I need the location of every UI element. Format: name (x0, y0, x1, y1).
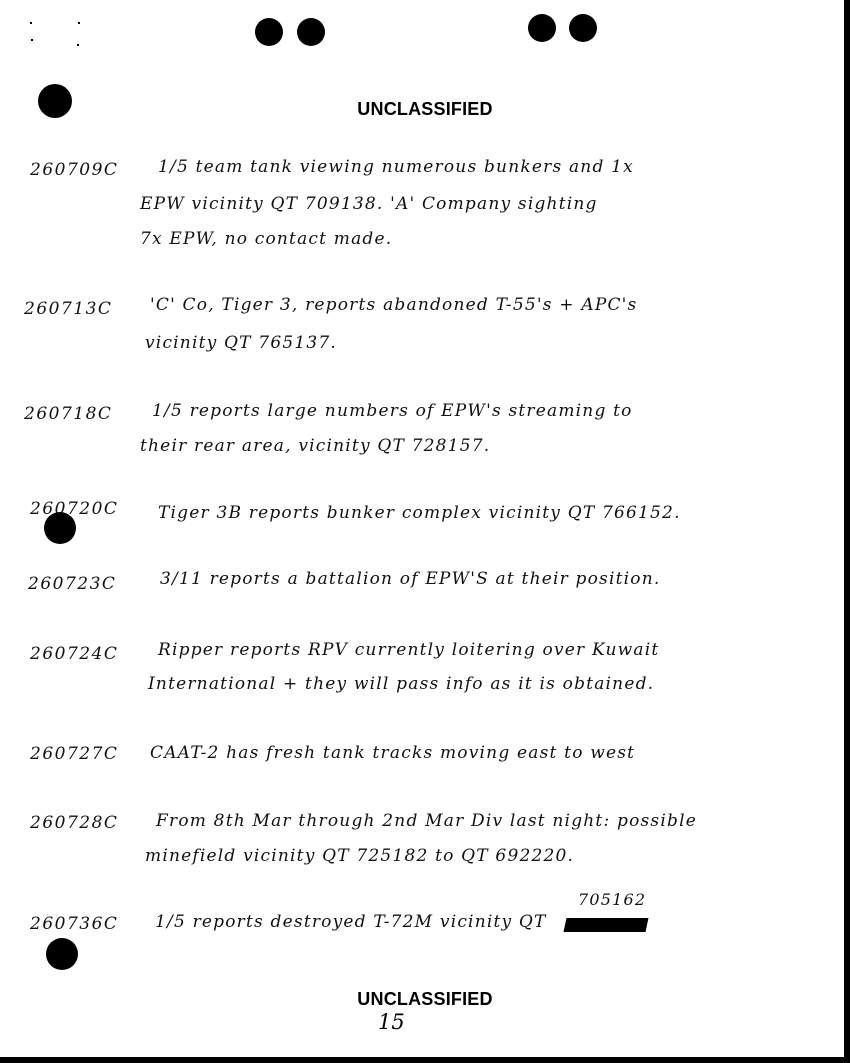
entry-line: 'C' Co, Tiger 3, reports abandoned T-55's + APC's (150, 295, 638, 315)
entry-correction: 705162 (578, 890, 647, 909)
entry-line: 7x EPW, no contact made. (140, 229, 393, 249)
punch-hole-top-4 (569, 14, 597, 42)
entry-line: 1/5 team tank viewing numerous bunkers and 1x (158, 157, 634, 177)
speck (31, 39, 33, 41)
punch-hole-left-3 (46, 938, 78, 970)
entry-time: 260728C (30, 813, 119, 833)
entry-time: 260723C (28, 574, 117, 594)
punch-hole-top-1 (255, 18, 283, 46)
entry-time: 260736C (30, 914, 119, 934)
speck (77, 44, 79, 46)
entry-time: 260720C (30, 499, 119, 519)
punch-hole-top-2 (297, 18, 325, 46)
entry-line: CAAT-2 has fresh tank tracks moving east to west (150, 743, 636, 763)
speck (78, 22, 80, 24)
entry-line: 3/11 reports a battalion of EPW'S at their position. (160, 569, 661, 589)
entry-line: their rear area, vicinity QT 728157. (140, 436, 491, 456)
entry-line: vicinity QT 765137. (145, 333, 338, 353)
entry-line: EPW vicinity QT 709138. 'A' Company sighting (140, 194, 598, 214)
punch-hole-top-3 (528, 14, 556, 42)
entry-time: 260713C (24, 299, 113, 319)
entry-time: 260727C (30, 744, 119, 764)
entry-line: 1/5 reports destroyed T-72M vicinity QT (155, 912, 547, 932)
entry-time: 260718C (24, 404, 113, 424)
entry-line: Tiger 3B reports bunker complex vicinity QT 766152. (158, 503, 681, 523)
page-number: 15 (378, 1010, 405, 1034)
header-classification: UNCLASSIFIED (357, 99, 493, 119)
entry-line: 1/5 reports large numbers of EPW's streaming to (152, 401, 633, 421)
entry-line: From 8th Mar through 2nd Mar Div last night: possible (156, 811, 697, 831)
entry-time: 260724C (30, 644, 119, 664)
entry-line: International + they will pass info as it is obtained. (148, 674, 655, 694)
speck (30, 22, 32, 24)
entry-line: minefield vicinity QT 725182 to QT 692220. (145, 846, 575, 866)
footer-classification: UNCLASSIFIED (357, 989, 493, 1009)
entry-time: 260709C (30, 160, 119, 180)
redaction-mark (564, 918, 649, 932)
entry-line: Ripper reports RPV currently loitering over Kuwait (158, 640, 660, 660)
